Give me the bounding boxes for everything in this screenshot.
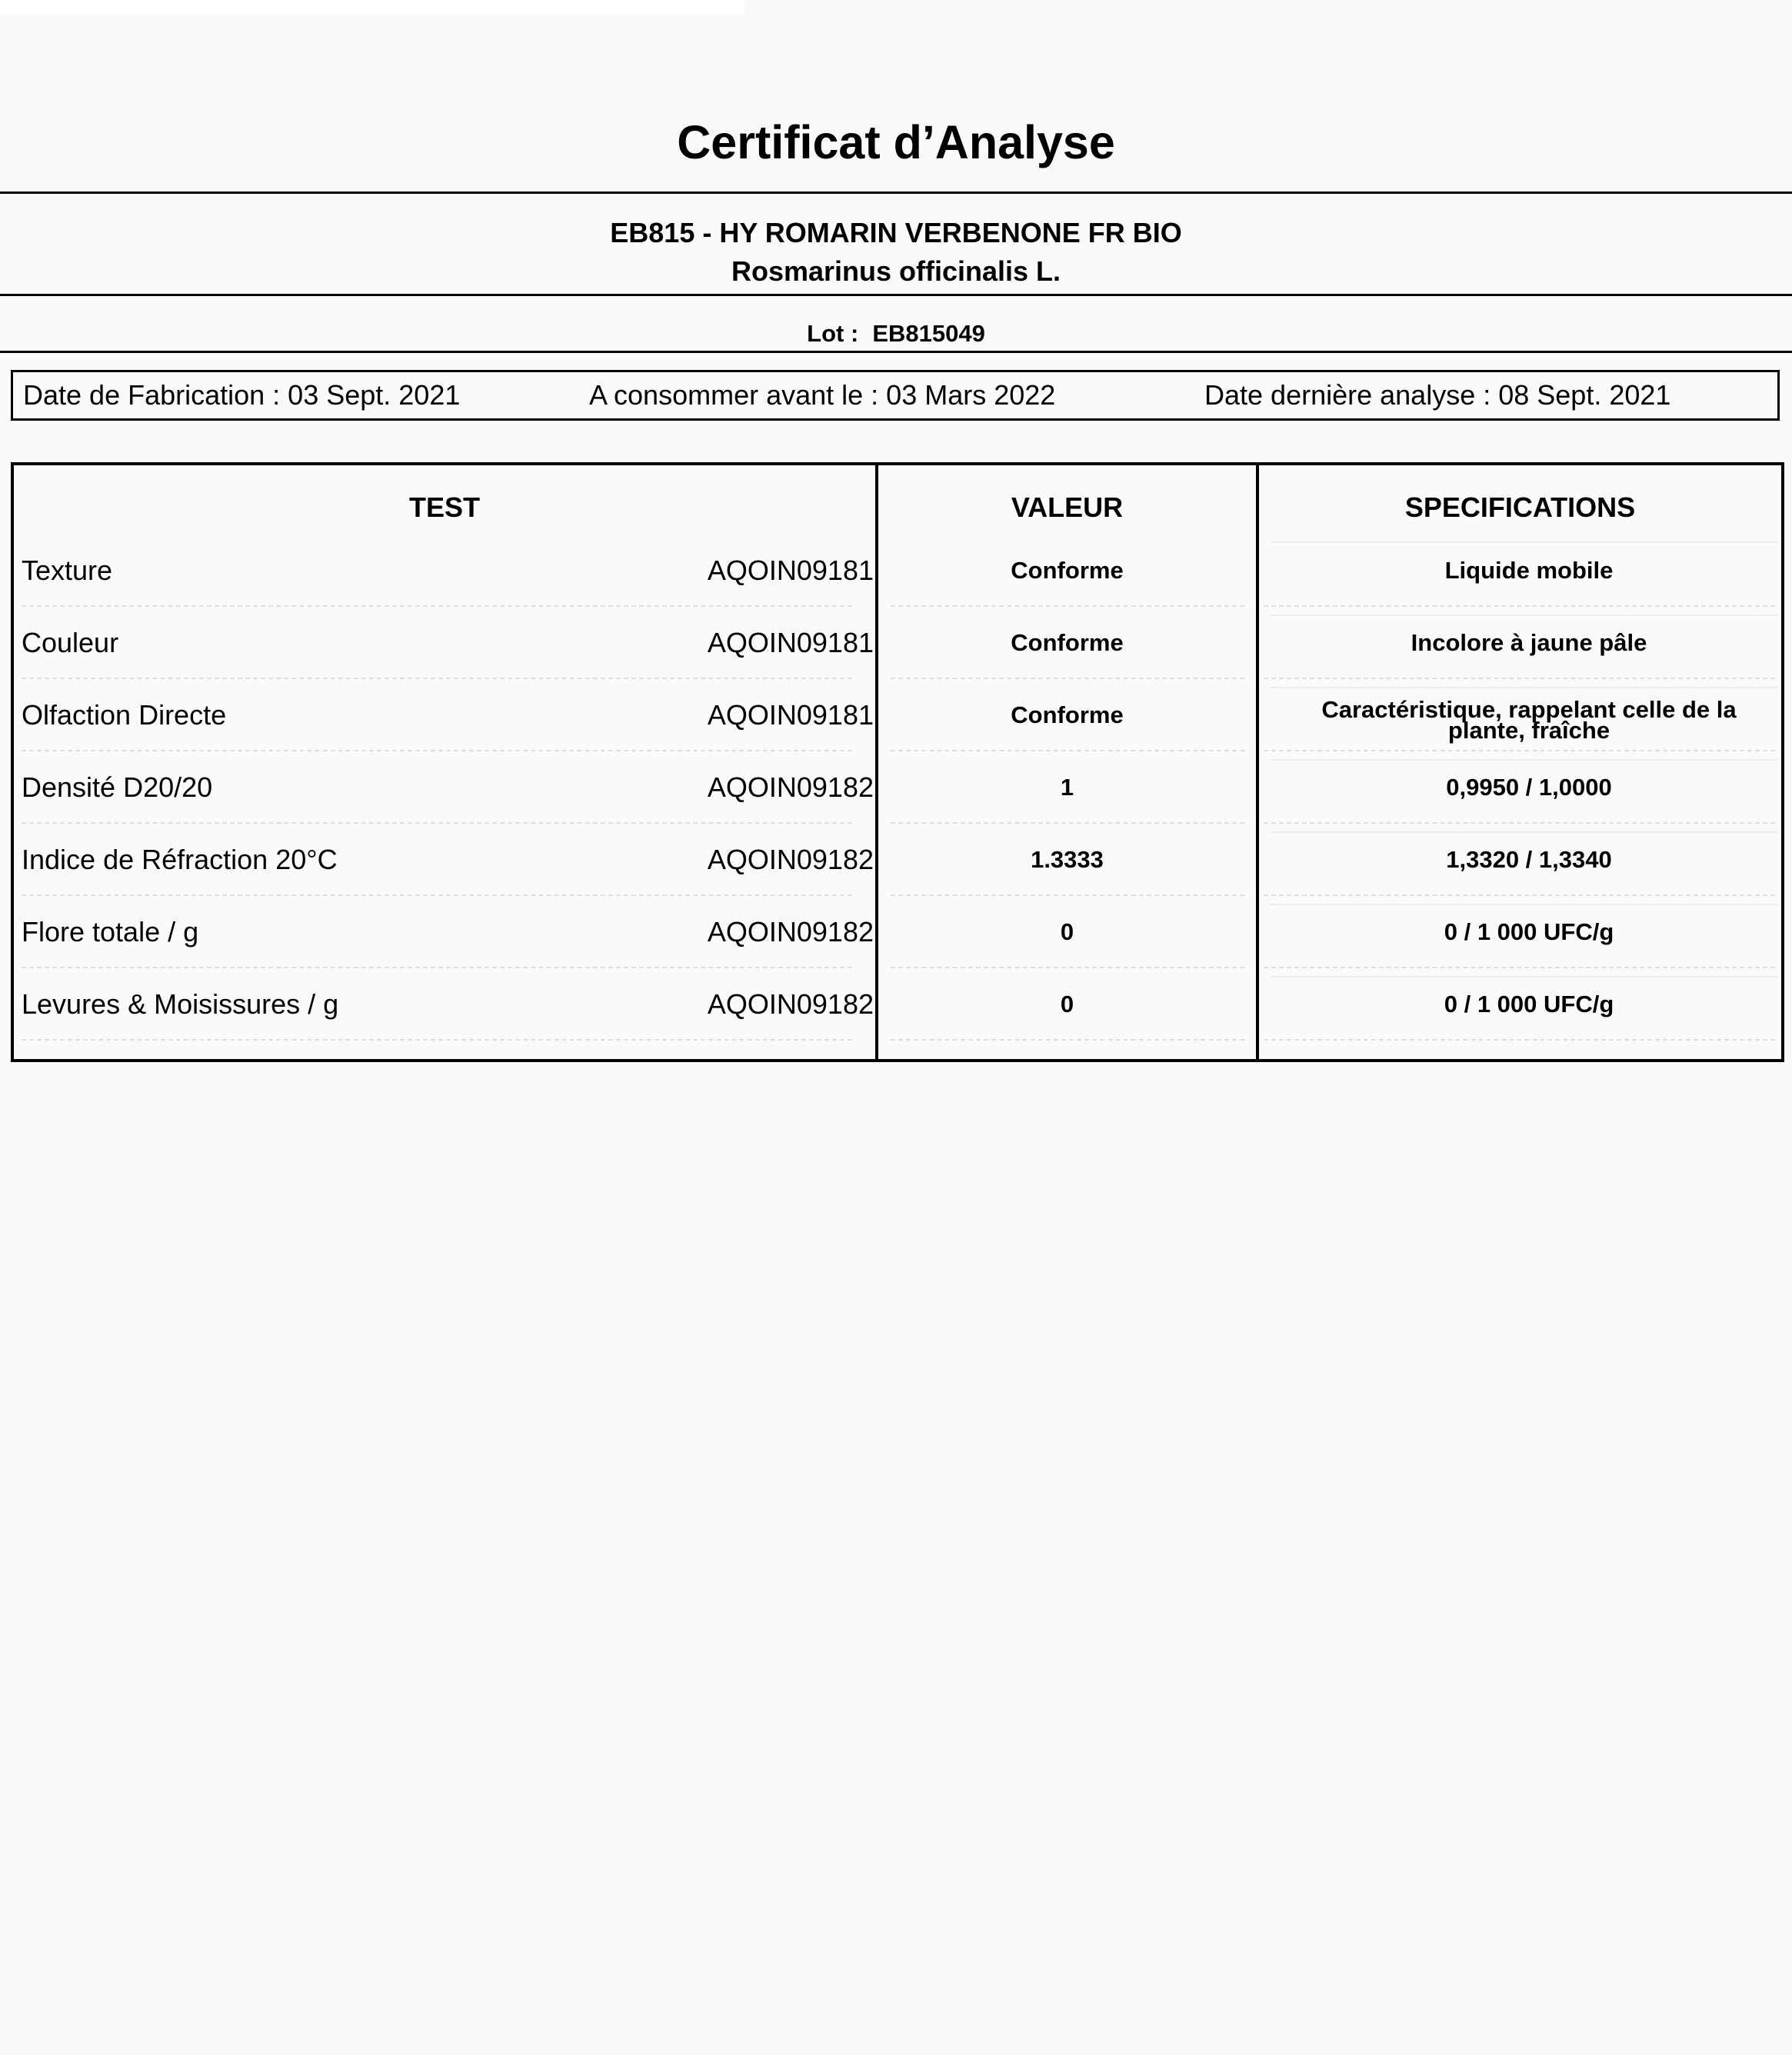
- row-test-name: Levures & Moisissures / g: [22, 988, 339, 1020]
- row-test-name: Couleur: [22, 627, 119, 658]
- row-value: Conforme: [1011, 701, 1124, 728]
- row-dashed-separator: [22, 750, 852, 751]
- fabrication-date: Date de Fabrication : 03 Sept. 2021: [23, 379, 461, 411]
- row-method-code: AQOIN09181: [707, 699, 874, 731]
- row-dashed-separator: [891, 822, 1244, 824]
- row-dashed-separator: [891, 967, 1244, 968]
- row-value: 0: [1060, 918, 1074, 945]
- lot-line: [0, 315, 1792, 352]
- row-dashed-separator: [891, 678, 1244, 679]
- spec-row-separator: [1271, 687, 1778, 688]
- product-code-line: EB815 - HY ROMARIN VERBENONE FR BIO: [610, 217, 1182, 248]
- row-dashed-separator: [22, 678, 852, 679]
- lot-divider: [0, 351, 1792, 353]
- spec-header-underline: [1271, 541, 1778, 543]
- row-method-code: AQOIN09182: [707, 916, 874, 948]
- header-specifications: SPECIFICATIONS: [1404, 491, 1636, 523]
- row-method-code: AQOIN09181: [707, 627, 874, 658]
- row-dashed-separator: [1264, 822, 1775, 824]
- row-dashed-separator: [891, 750, 1244, 751]
- top-strip: [0, 0, 744, 15]
- last-analysis-date: Date dernière analyse : 08 Sept. 2021: [1204, 379, 1671, 411]
- row-dashed-separator: [22, 967, 852, 968]
- row-specification: Liquide mobile: [1444, 557, 1614, 584]
- row-specification: 0,9950 / 1,0000: [1446, 774, 1612, 801]
- column-divider-2: [1256, 465, 1259, 1059]
- row-specification: Incolore à jaune pâle: [1411, 629, 1647, 656]
- header-value: VALEUR: [1011, 491, 1124, 523]
- row-value: 1.3333: [1031, 846, 1104, 873]
- row-dashed-separator: [891, 1039, 1244, 1041]
- row-dashed-separator: [891, 605, 1244, 607]
- row-test-name: Indice de Réfraction 20°C: [22, 844, 338, 875]
- row-test-name: Densité D20/20: [22, 771, 213, 803]
- spec-row-separator: [1271, 759, 1778, 761]
- row-dashed-separator: [1264, 750, 1775, 751]
- spec-row-separator: [1271, 831, 1778, 833]
- row-value: Conforme: [1011, 557, 1124, 584]
- row-value: 0: [1060, 991, 1074, 1018]
- row-dashed-separator: [1264, 605, 1775, 607]
- row-specification: Caractéristique, rappelant celle de la plante, fraîche: [1321, 696, 1737, 744]
- row-dashed-separator: [22, 1039, 852, 1041]
- row-method-code: AQOIN09182: [707, 844, 874, 875]
- best-before-date: A consommer avant le : 03 Mars 2022: [589, 379, 1056, 411]
- lot-number: EB815049: [872, 320, 985, 347]
- page-title: Certificat d’Analyse: [677, 116, 1115, 168]
- row-method-code: AQOIN09182: [707, 771, 874, 803]
- title-divider: [0, 192, 1792, 194]
- row-specification: 0 / 1 000 UFC/g: [1444, 991, 1614, 1018]
- row-dashed-separator: [1264, 678, 1775, 679]
- row-dashed-separator: [891, 894, 1244, 896]
- product-divider: [0, 294, 1792, 296]
- row-dashed-separator: [22, 894, 852, 896]
- row-specification: 0 / 1 000 UFC/g: [1444, 918, 1614, 945]
- spec-row-separator: [1271, 976, 1778, 978]
- row-value: 1: [1060, 774, 1074, 801]
- spec-row-separator: [1271, 904, 1778, 905]
- row-test-name: Flore totale / g: [22, 916, 199, 948]
- lot-label: Lot :: [807, 320, 859, 347]
- row-dashed-separator: [1264, 894, 1775, 896]
- product-latin-name: Rosmarinus officinalis L.: [731, 255, 1061, 287]
- row-dashed-separator: [22, 605, 852, 607]
- dates-box: [11, 370, 1780, 421]
- row-specification: 1,3320 / 1,3340: [1446, 846, 1612, 873]
- row-test-name: Olfaction Directe: [22, 699, 227, 731]
- row-dashed-separator: [22, 822, 852, 824]
- row-dashed-separator: [1264, 967, 1775, 968]
- row-dashed-separator: [1264, 1039, 1775, 1041]
- row-test-name: Texture: [22, 555, 113, 586]
- analysis-table: [11, 462, 1784, 1062]
- row-value: Conforme: [1011, 629, 1124, 656]
- spec-row-separator: [1271, 615, 1778, 616]
- row-method-code: AQOIN09181: [707, 555, 874, 586]
- header-test: TEST: [408, 491, 480, 523]
- row-method-code: AQOIN09182: [707, 988, 874, 1020]
